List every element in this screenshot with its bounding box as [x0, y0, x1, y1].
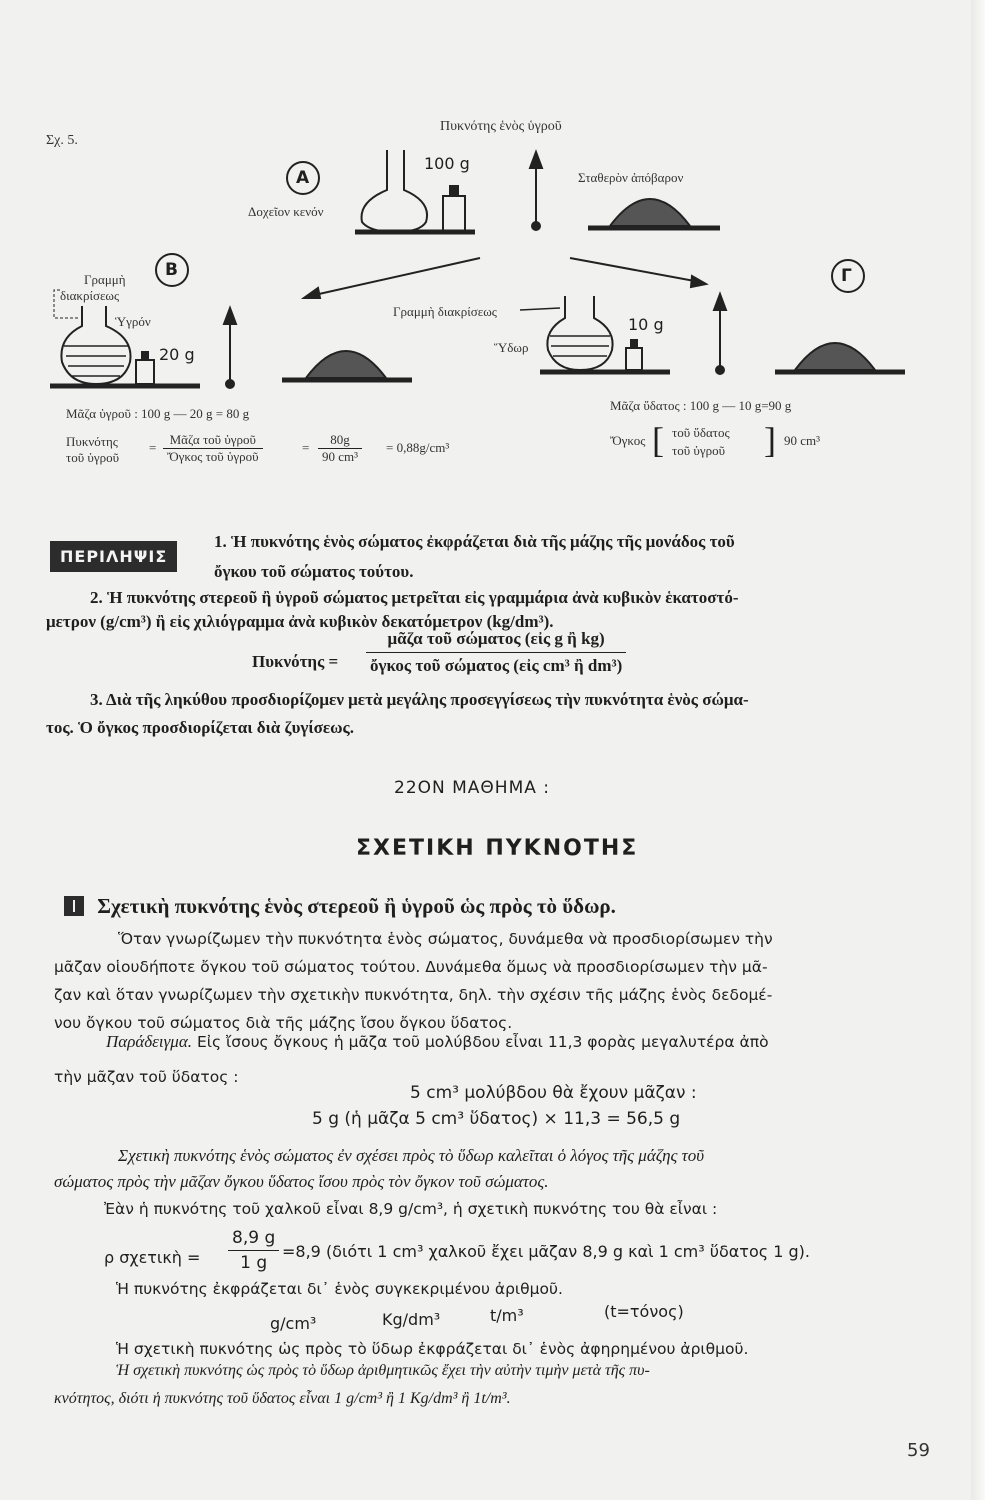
counterweight-label: Σταθερὸν ἀπόβαρον	[578, 170, 684, 185]
density-fraction	[163, 432, 263, 465]
final-line-1: Ἡ σχετικὴ πυκνότης ὡς πρὸς τὸ ὕδωρ ἀριθμητικῶς ἔχει τὴν αὐτὴν τιμὴν μετὰ τῆς πυ-	[116, 1362, 650, 1379]
weight-20: 20 g	[159, 345, 195, 364]
mark-line-label-2: διακρίσεως	[60, 288, 120, 303]
rho-fraction	[228, 1226, 279, 1275]
volume-line-2: τοῦ ὑγροῦ	[672, 443, 726, 458]
lesson-number: 22ΟΝ ΜΑΘΗΜΑ :	[394, 778, 551, 798]
summary-p3b: τος. Ὁ ὄγκος προσδιορίζεται διὰ ζυγίσεως.	[46, 718, 354, 737]
example-line-2: τὴν μᾶζαν τοῦ ὕδατος :	[54, 1068, 239, 1086]
rho-numerator: 8,9 g	[228, 1226, 279, 1251]
empty-vessel-label: Δοχεῖον κενόν	[248, 204, 324, 219]
weight-100: 100 g	[424, 154, 470, 173]
section-line-4: νου ὄγκου τοῦ σώματος διὰ τῆς μάζης ἴσου ὄγκου ὕδατος.	[54, 1014, 513, 1032]
section-number-icon	[64, 896, 84, 916]
circle-b-label: B	[165, 260, 178, 280]
liquid-label: Ὑγρόν	[115, 314, 151, 329]
final-line-2: κνότητος, διότι ἡ πυκνότης τοῦ ὕδατος εἶναι 1 g/cm³ ἢ 1 Kg/dm³ ἢ 1t/m³.	[54, 1390, 511, 1407]
rho-rest: =8,9 (διότι 1 cm³ χαλκοῦ ἔχει μᾶζαν 8,9 g καὶ 1 cm³ ὕδατος 1 g).	[282, 1242, 810, 1261]
page-number: 59	[907, 1440, 930, 1461]
volume-lines	[672, 424, 730, 460]
water-label: Ὕδωρ	[494, 340, 529, 355]
bracket-close: ]	[764, 420, 776, 460]
summary-p1b: ὄγκου τοῦ σώματος τούτου.	[214, 562, 414, 581]
density-denominator: Ὄγκος τοῦ ὑγροῦ	[167, 449, 259, 464]
eq-sign-2: =	[302, 440, 310, 455]
summary-p2b: μετρον (g/cm³) ἢ εἰς χιλιόγραμμα ἀνὰ κυβικὸν δεκατόμετρον (kg/dm³).	[46, 612, 554, 631]
circle-c-label: Γ	[841, 266, 852, 286]
lesson-title: ΣΧΕΤΙΚΗ ΠΥΚΝΟΤΗΣ	[356, 836, 639, 861]
density-lhs-line-1: Πυκνότης	[66, 434, 118, 449]
calc-line-1: 5 cm³ μολύβδου θὰ ἔχουν μᾶζαν :	[410, 1083, 697, 1103]
example-text: Εἰς ἴσους ὄγκους ἡ μᾶζα τοῦ μολύβδου εἶναι 11,3 φορὰς μεγαλυτέρα ἀπὸ	[196, 1033, 769, 1051]
value-numerator: 80g	[318, 432, 362, 449]
unit-4: (t=τόνος)	[604, 1302, 684, 1321]
weight-10: 10 g	[628, 315, 664, 334]
summary-p3a: 3. Διὰ τῆς ληκύθου προσδιορίζομεν μετὰ μεγάλης προσεγγίσεως τὴν πυκνότητα ἑνὸς σώμα-	[90, 690, 749, 709]
copper-line: Ἐὰν ἡ πυκνότης τοῦ χαλκοῦ εἶναι 8,9 g/cm³, ἡ σχετικὴ πυκνότης του θὰ εἶναι :	[104, 1200, 718, 1218]
volume-line-1: τοῦ ὕδατος	[672, 425, 730, 440]
summary-p2a: 2. Ἡ πυκνότης στερεοῦ ἢ ὑγροῦ σώματος μετρεῖται εἰς γραμμάρια ἀνὰ κυβικὸν ἑκατοστό-	[90, 588, 739, 607]
summary-formula-denominator: ὄγκος τοῦ σώματος (εἰς cm³ ἢ dm³)	[370, 656, 623, 675]
mark-line-label-1: Γραμμὴ	[84, 272, 126, 287]
figure-drawing	[0, 0, 985, 400]
summary-formula-numerator: μᾶζα τοῦ σώματος (εἰς g ἢ kg)	[366, 626, 626, 653]
section-heading-text: Σχετικὴ πυκνότης ἑνὸς στερεοῦ ἢ ὑγροῦ ὡς πρὸς τὸ ὕδωρ.	[97, 894, 616, 918]
definition-line-1: Σχετικὴ πυκνότης ἑνὸς σώματος ἐν σχέσει πρὸς τὸ ὕδωρ καλεῖται ὁ λόγος τῆς μάζης τοῦ	[118, 1146, 705, 1165]
example-line	[106, 1028, 769, 1056]
unit-1: g/cm³	[270, 1314, 317, 1333]
mass-liquid: Μᾶζα ὑγροῦ : 100 g — 20 g = 80 g	[66, 406, 250, 421]
value-fraction	[318, 432, 362, 465]
unit-3: t/m³	[490, 1306, 524, 1325]
summary-formula-fraction	[366, 626, 626, 679]
value-denominator: 90 cm³	[322, 449, 359, 464]
volume-label: Ὄγκος	[610, 433, 646, 448]
figure-title: Πυκνότης ἑνὸς ὑγροῦ	[440, 119, 562, 134]
density-numerator: Μᾶζα τοῦ ὑγροῦ	[163, 432, 263, 449]
circle-a-label: A	[296, 168, 310, 188]
summary-formula-lhs: Πυκνότης =	[252, 652, 339, 671]
definition-line-2: σώματος πρὸς τὴν μᾶζαν ὄγκου ὕδατος ἴσου πρὸς τὸν ὄγκον τοῦ σώματος.	[54, 1172, 549, 1191]
density-lhs	[66, 434, 119, 466]
density-lhs-line-2: τοῦ ὑγροῦ	[66, 450, 120, 465]
summary-badge: ΠΕΡΙΛΗΨΙΣ	[50, 541, 177, 572]
example-label: Παράδειγμα.	[106, 1032, 193, 1051]
section-line-2: μᾶζαν οἱουδήποτε ὄγκου τοῦ σώματος τούτου. Δυνάμεθα ὅμως νὰ προσδιορίσωμεν τὴν μᾶ-	[54, 958, 768, 976]
rho-lhs: ρ σχετικὴ =	[104, 1248, 201, 1267]
mark-line-full-label: Γραμμὴ διακρίσεως	[393, 304, 497, 319]
section-line-1: Ὅταν γνωρίζωμεν τὴν πυκνότητα ἑνὸς σώματος, δυνάμεθα νὰ προσδιορίσωμεν τὴν	[118, 930, 773, 948]
bracket-open: [	[652, 420, 664, 460]
rho-denominator: 1 g	[240, 1253, 268, 1273]
unit-2: Kg/dm³	[382, 1310, 441, 1329]
volume-value: 90 cm³	[784, 433, 821, 448]
unit-line: Ἡ πυκνότης ἐκφράζεται δι᾽ ἑνὸς συγκεκριμένου ἀριθμοῦ.	[116, 1280, 563, 1298]
eq-sign-1: =	[149, 440, 157, 455]
mass-water: Μᾶζα ὕδατος : 100 g — 10 g=90 g	[610, 398, 792, 413]
calc-line-2: 5 g (ἡ μᾶζα 5 cm³ ὕδατος) × 11,3 = 56,5 g	[312, 1109, 681, 1129]
density-result: = 0,88g/cm³	[386, 440, 450, 455]
figure-label: Σχ. 5.	[46, 133, 78, 148]
section-line-3: ζαν καὶ ὅταν γνωρίζωμεν τὴν σχετικὴν πυκνότητα, δηλ. τὴν σχέσιν τῆς μάζης ἑνὸς δεδομέ-	[54, 986, 773, 1004]
section-heading	[64, 894, 616, 919]
summary-p1a: 1. Ἡ πυκνότης ἑνὸς σώματος ἐκφράζεται διὰ τῆς μάζης τῆς μονάδος τοῦ	[214, 532, 735, 551]
abstract-line: Ἡ σχετικὴ πυκνότης ὡς πρὸς τὸ ὕδωρ ἐκφράζεται δι᾽ ἑνὸς ἀφηρημένου ἀριθμοῦ.	[116, 1340, 749, 1358]
